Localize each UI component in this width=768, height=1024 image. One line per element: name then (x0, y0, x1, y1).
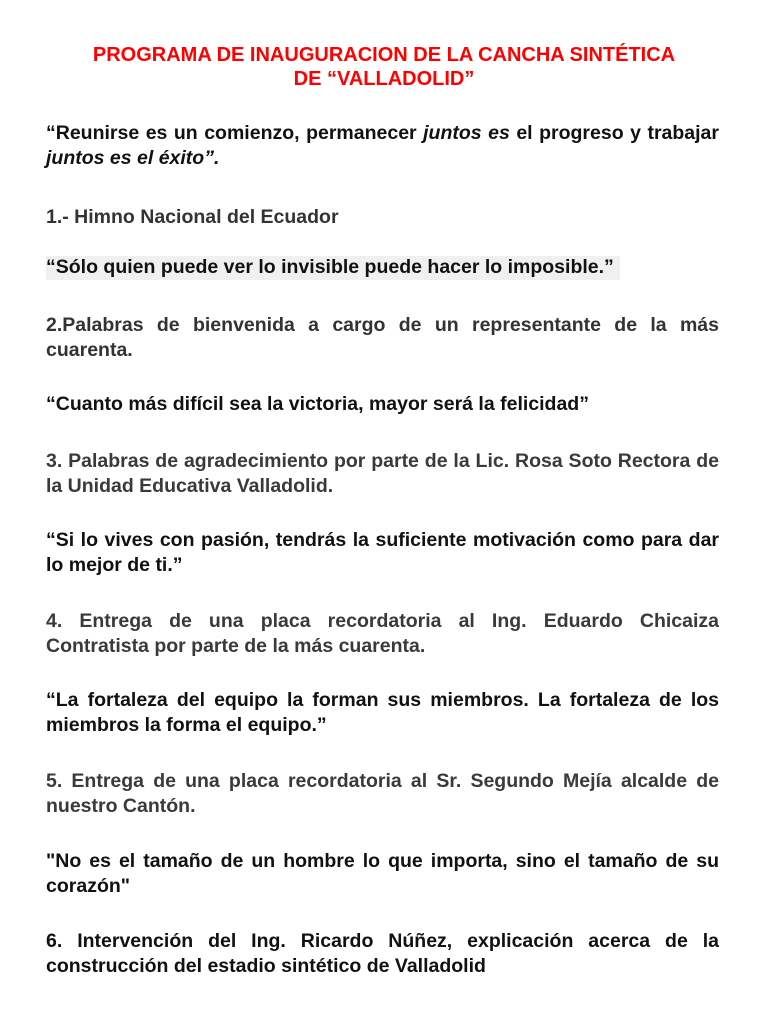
quote-4: “La fortaleza del equipo la forman sus miembros. La fortaleza de los miembros la forma el equipo.” (46, 689, 719, 736)
quote-3: “Si lo vives con pasión, tendrás la suficiente motivación como para dar lo mejor de ti.” (46, 529, 719, 576)
quote-1 (46, 255, 719, 280)
program-item-3: 3. Palabras de agradecimiento por parte de la Lic. Rosa Soto Rectora de la Unidad Educativa Valladolid. (46, 450, 719, 497)
program-item-6: 6. Intervención del Ing. Ricardo Núñez, explicación acerca de la construcción del estadio sintético de Valladolid (46, 930, 719, 977)
document-title (40, 43, 728, 91)
title-line-2: DE “VALLADOLID” (293, 68, 475, 90)
quote-2: “Cuanto más difícil sea la victoria, mayor será la felicidad” (46, 393, 589, 415)
program-item-1: 1.- Himno Nacional del Ecuador (46, 206, 339, 228)
program-item-4: 4. Entrega de una placa recordatoria al Ing. Eduardo Chicaiza Contratista por parte de la más cuarenta. (46, 610, 719, 657)
intro-quote-italic-1: juntos es (423, 122, 510, 144)
intro-quote-part-3: el progreso y trabajar (509, 122, 719, 144)
intro-quote-italic-2: juntos es el éxito”. (46, 146, 220, 169)
intro-quote-part-1: “Reunirse es un comienzo, permanecer (46, 122, 424, 144)
title-line-1: PROGRAMA DE INAUGURACION DE LA CANCHA SINTÉTICA (92, 44, 676, 66)
program-item-2: 2.Palabras de bienvenida a cargo de un representante de la más cuarenta. (46, 314, 719, 361)
quote-1-text: “Sólo quien puede ver lo invisible puede hacer lo imposible.” (46, 256, 620, 280)
quote-5: "No es el tamaño de un hombre lo que importa, sino el tamaño de su corazón" (46, 850, 719, 897)
program-item-5: 5. Entrega de una placa recordatoria al Sr. Segundo Mejía alcalde de nuestro Cantón. (46, 770, 719, 817)
intro-quote (46, 121, 719, 170)
